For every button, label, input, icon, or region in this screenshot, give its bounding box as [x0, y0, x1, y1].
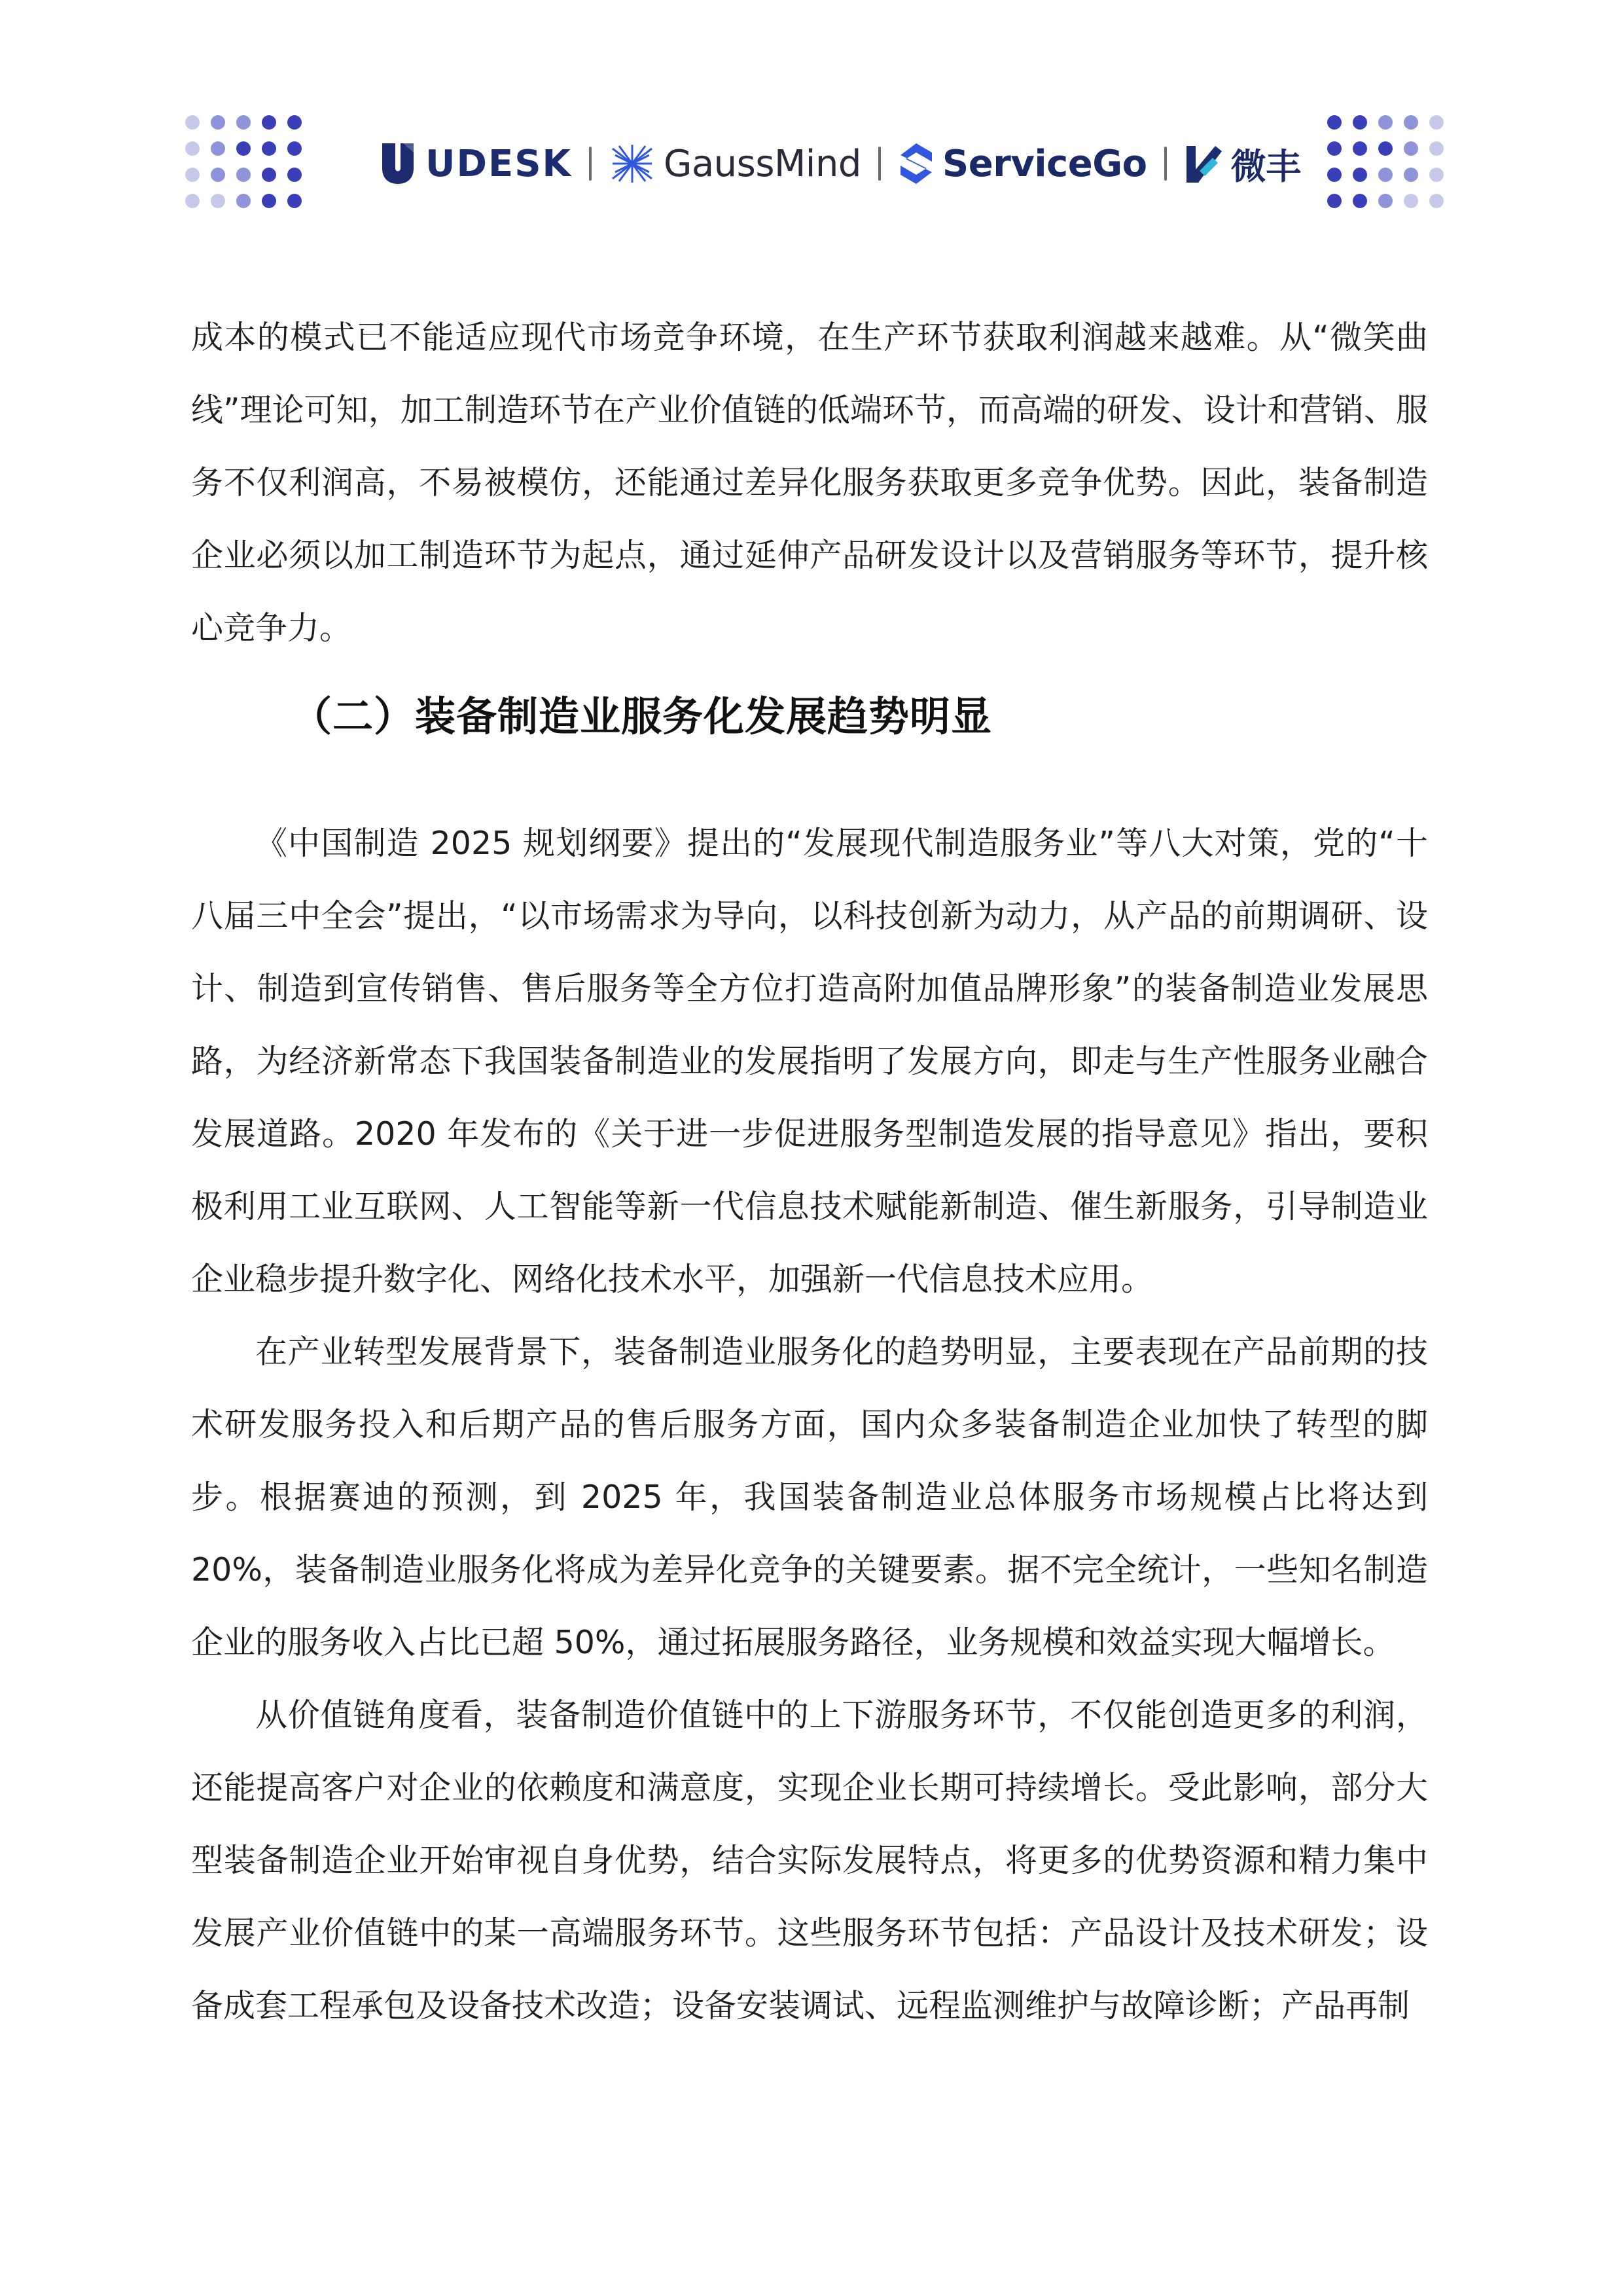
gaussmind-mesh-icon	[609, 142, 656, 185]
decorative-dot	[1378, 115, 1393, 130]
decorative-dot	[236, 168, 251, 182]
weifeng-check-icon	[1184, 142, 1223, 185]
decorative-dot	[1404, 141, 1418, 156]
gaussmind-wordmark: GaussMind	[663, 142, 861, 185]
document-body	[191, 301, 1428, 664]
decorative-dot	[211, 194, 225, 208]
decorative-dot	[1429, 194, 1444, 208]
decorative-dot	[1327, 141, 1342, 156]
decorative-dot	[287, 194, 302, 208]
logo-separator	[878, 147, 881, 181]
intro-paragraph: 成本的模式已不能适应现代市场竞争环境，在生产环节获取利润越来越难。从“微笑曲线”理论可知，加工制造环节在产业价值链的低端环节，而高端的研发、设计和营销、服务不仅利润高，不易被模仿，还能通过差异化服务获取更多竞争优势。因此，装备制造企业必须以加工制造环节为起点，通过延伸产品研发设计以及营销服务等环节，提升核心竞争力。	[191, 319, 1428, 647]
logo-separator	[589, 147, 592, 181]
decorative-dot	[236, 194, 251, 208]
decorative-dot	[287, 168, 302, 182]
decorative-dot	[1327, 168, 1342, 182]
section-heading: （二）装备制造业服务化发展趋势明显	[291, 692, 993, 740]
decorative-dot	[1327, 194, 1342, 208]
decorative-dot	[287, 115, 302, 130]
decorative-dot	[1404, 194, 1418, 208]
decorative-dot	[1429, 141, 1444, 156]
decorative-dot	[211, 141, 225, 156]
decorative-dot	[1353, 168, 1367, 182]
decorative-dot	[1353, 115, 1367, 130]
decorative-dot	[185, 141, 200, 156]
decorative-dot	[262, 194, 276, 208]
decorative-dot	[1353, 141, 1367, 156]
partner-logo-bar	[380, 131, 1301, 196]
decorative-dot	[1378, 194, 1393, 208]
udesk-logo	[380, 142, 572, 185]
decorative-dot	[287, 141, 302, 156]
decorative-dot	[1327, 115, 1342, 130]
weifeng-wordmark: 微丰	[1230, 145, 1301, 187]
decorative-dot	[211, 168, 225, 182]
decorative-dot	[1378, 168, 1393, 182]
decorative-dot	[185, 168, 200, 182]
weifeng-logo	[1184, 139, 1301, 189]
servicego-logo	[898, 142, 1147, 185]
decorative-dot	[185, 194, 200, 208]
gaussmind-logo	[609, 142, 861, 185]
decorative-dot	[211, 115, 225, 130]
decorative-dot	[1404, 168, 1418, 182]
decorative-dot-grid-left	[185, 115, 304, 211]
udesk-shield-icon	[380, 142, 416, 185]
body-paragraph: 从价值链角度看，装备制造价值链中的上下游服务环节，不仅能创造更多的利润，还能提高客户对企业的依赖度和满意度，实现企业长期可持续增长。受此影响，部分大型装备制造企业开始审视自身优势，结合实际发展特点，将更多的优势资源和精力集中发展产业价值链中的某一高端服务环节。这些服务环节包括：产品设计及技术研发；设备成套工程承包及设备技术改造；设备安装调试、远程监测维护与故障诊断；产品再制	[191, 1696, 1428, 2024]
decorative-dot	[262, 168, 276, 182]
decorative-dot	[1429, 168, 1444, 182]
logo-separator	[1164, 147, 1167, 181]
decorative-dot	[185, 115, 200, 130]
decorative-dot	[262, 115, 276, 130]
decorative-dot	[1378, 141, 1393, 156]
section-body	[191, 807, 1428, 2042]
decorative-dot-grid-right	[1327, 115, 1446, 211]
udesk-wordmark: UDESK	[425, 142, 572, 185]
servicego-wordmark: ServiceGo	[942, 142, 1147, 185]
body-paragraph: 《中国制造 2025 规划纲要》提出的“发展现代制造服务业”等八大对策，党的“十八届三中全会”提出，“以市场需求为导向，以科技创新为动力，从产品的前期调研、设计、制造到宣传销售、售后服务等全方位打造高附加值品牌形象”的装备制造业发展思路，为经济新常态下我国装备制造业的发展指明了发展方向，即走与生产性服务业融合发展道路。2020 年发布的《关于进一步促进服务型制造发展的指导意见》指出，要积极利用工业互联网、人工智能等新一代信息技术赋能新制造、催生新服务，引导制造业企业稳步提升数字化、网络化技术水平，加强新一代信息技术应用。	[191, 825, 1428, 1298]
body-paragraph: 在产业转型发展背景下，装备制造业服务化的趋势明显，主要表现在产品前期的技术研发服务投入和后期产品的售后服务方面，国内众多装备制造企业加快了转型的脚步。根据赛迪的预测，到 2025 年，我国装备制造业总体服务市场规模占比将达到 20%，装备制造业服务化将成为差异化竞争的关键要素。据不完全统计，一些知名制造企业的服务收入占比已超 50%，通过拓展服务路径，业务规模和效益实现大幅增长。	[191, 1333, 1428, 1661]
decorative-dot	[262, 141, 276, 156]
decorative-dot	[1429, 115, 1444, 130]
servicego-s-icon	[898, 142, 935, 185]
decorative-dot	[236, 141, 251, 156]
decorative-dot	[236, 115, 251, 130]
decorative-dot	[1404, 115, 1418, 130]
page-header	[0, 0, 1623, 216]
decorative-dot	[1353, 194, 1367, 208]
